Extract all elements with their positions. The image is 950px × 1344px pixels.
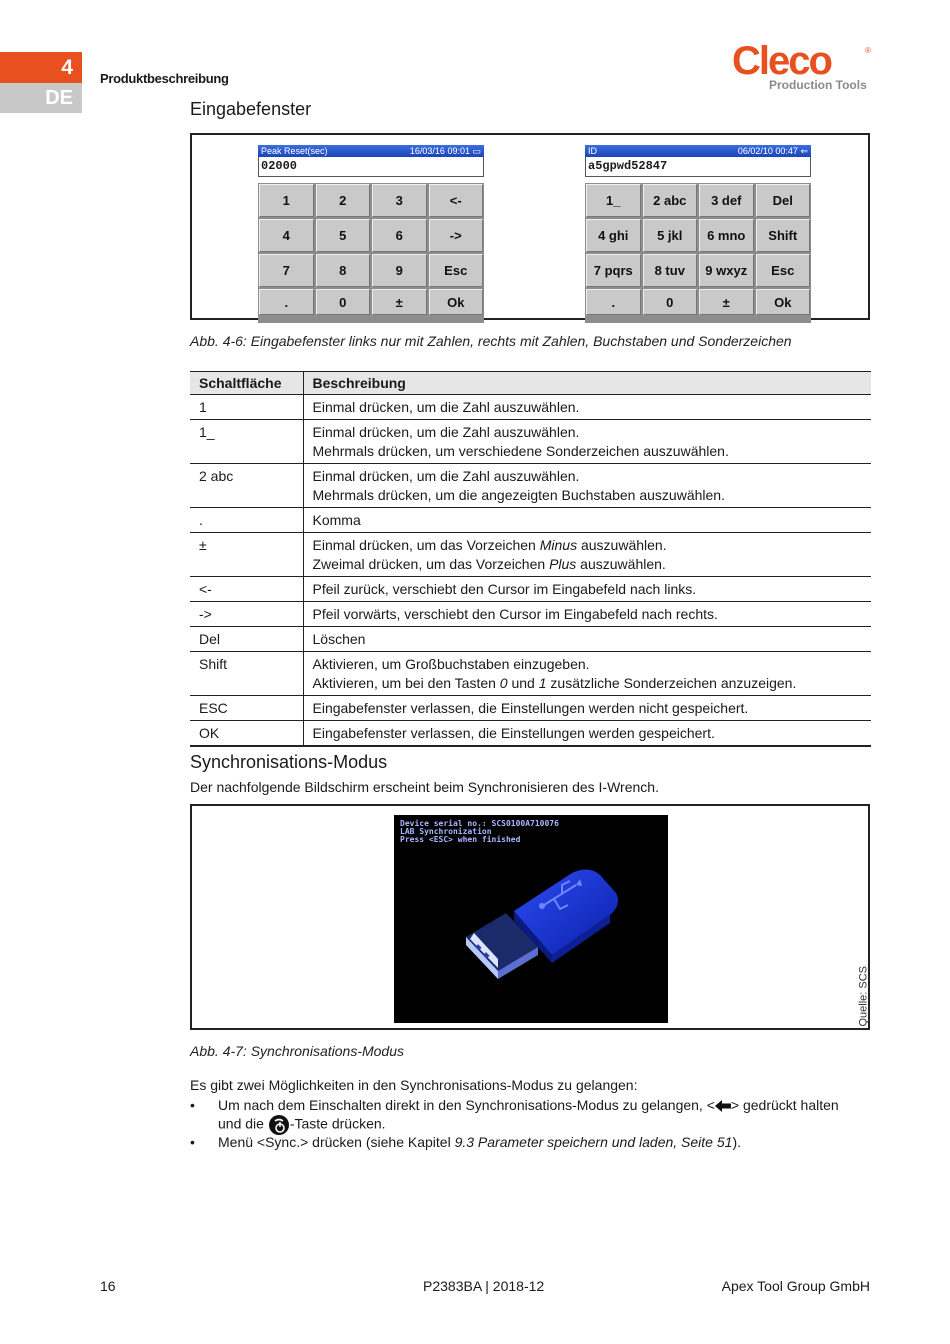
key-button[interactable]: 2 abc xyxy=(643,184,698,217)
description-cell: Einmal drücken, um die Zahl auszuwählen. xyxy=(303,395,871,420)
list-item xyxy=(190,1096,870,1136)
page-number: 16 xyxy=(100,1278,116,1294)
button-name-cell: Shift xyxy=(190,652,303,696)
table-row xyxy=(190,533,871,577)
keyboard-titlebar xyxy=(585,145,811,157)
table-row xyxy=(190,602,871,627)
description-cell: Einmal drücken, um die Zahl auszuwählen. Mehrmals drücken, um die angezeigten Buchstaben auszuwählen. xyxy=(303,464,871,508)
table-header: Beschreibung xyxy=(303,372,871,395)
table-row xyxy=(190,652,871,696)
usb-stick-icon xyxy=(394,815,668,1023)
list-text: > gedrückt halten xyxy=(730,1097,839,1113)
key-button[interactable]: 9 wxyz xyxy=(699,254,754,287)
button-name-cell: 1 xyxy=(190,395,303,420)
logo-wordmark: Cleco xyxy=(732,39,831,83)
key-button[interactable]: 6 mno xyxy=(699,219,754,252)
chapter-number: 4 xyxy=(0,52,82,83)
key-button[interactable]: 3 xyxy=(372,184,427,217)
button-name-cell: <- xyxy=(190,577,303,602)
keyboard-datetime: 06/02/10 00:47 ⇐ xyxy=(737,146,808,156)
key-button[interactable]: . xyxy=(586,289,641,315)
battery-icon: ▭ xyxy=(472,146,481,156)
key-button[interactable]: . xyxy=(259,289,314,315)
description-cell: Eingabefenster verlassen, die Einstellungen werden gespeichert. xyxy=(303,721,871,747)
key-button[interactable]: 8 tuv xyxy=(643,254,698,287)
table-row xyxy=(190,464,871,508)
key-button[interactable]: -> xyxy=(429,219,484,252)
paragraph: Es gibt zwei Möglichkeiten in den Synchronisations-Modus zu gelangen: xyxy=(190,1077,638,1093)
sync-screen-text: Device serial no.: SCS0100A710076 LAB Synchronization Press <ESC> when finished xyxy=(400,819,559,844)
button-name-cell: OK xyxy=(190,721,303,747)
language-tag: DE xyxy=(0,83,82,113)
description-cell: Pfeil zurück, verschiebt den Cursor im Eingabefeld nach links. xyxy=(303,577,871,602)
description-cell: Einmal drücken, um das Vorzeichen Minus auszuwählen. Zweimal drücken, um das Vorzeichen Plus auszuwählen. xyxy=(303,533,871,577)
image-source: Quelle: SCS xyxy=(858,966,870,1027)
figure-caption: Abb. 4-6: Eingabefenster links nur mit Zahlen, rechts mit Zahlen, Buchstaben und Sonderzeichen xyxy=(190,333,792,349)
list-text: und die xyxy=(218,1115,268,1132)
keyboard-title: Peak Reset(sec) xyxy=(261,146,328,156)
key-button[interactable]: <- xyxy=(429,184,484,217)
table-row xyxy=(190,696,871,721)
button-description-table xyxy=(190,371,871,747)
key-button[interactable]: 4 ghi xyxy=(586,219,641,252)
description-cell: Einmal drücken, um die Zahl auszuwählen. Mehrmals drücken, um verschiedene Sonderzeichen auszuwählen. xyxy=(303,420,871,464)
key-button[interactable]: 7 xyxy=(259,254,314,287)
key-button[interactable]: 5 xyxy=(316,219,371,252)
key-button[interactable]: Shift xyxy=(756,219,811,252)
list-text: Um nach dem Einschalten direkt in den Synchronisations-Modus zu gelangen, < xyxy=(218,1097,715,1113)
list-text: -Taste drücken. xyxy=(289,1115,386,1132)
button-name-cell: 2 abc xyxy=(190,464,303,508)
figure-sync-mode xyxy=(190,804,870,1030)
key-grid xyxy=(258,183,484,323)
button-name-cell: -> xyxy=(190,602,303,627)
heading-sync-mode: Synchronisations-Modus xyxy=(190,752,388,772)
button-name-cell: ESC xyxy=(190,696,303,721)
key-button[interactable]: Esc xyxy=(429,254,484,287)
section-label: Produktbeschreibung xyxy=(100,71,229,86)
description-cell: Komma xyxy=(303,508,871,533)
key-button[interactable]: 1_ xyxy=(586,184,641,217)
sync-intro-text: Der nachfolgende Bildschirm erscheint beim Synchronisieren des I-Wrench. xyxy=(190,779,659,795)
table-row xyxy=(190,627,871,652)
keyboard-datetime: 16/03/16 09:01 ▭ xyxy=(409,146,481,156)
key-button[interactable]: 8 xyxy=(316,254,371,287)
key-button[interactable]: Ok xyxy=(756,289,811,315)
heading-input-window: Eingabefenster xyxy=(190,99,312,119)
description-cell: Eingabefenster verlassen, die Einstellungen werden nicht gespeichert. xyxy=(303,696,871,721)
key-button[interactable]: 3 def xyxy=(699,184,754,217)
key-button[interactable]: 1 xyxy=(259,184,314,217)
table-row xyxy=(190,577,871,602)
keyboard-titlebar xyxy=(258,145,484,157)
cleco-logo xyxy=(732,39,872,92)
key-button[interactable]: 9 xyxy=(372,254,427,287)
list-text: ). xyxy=(732,1134,741,1150)
key-button[interactable]: 0 xyxy=(316,289,371,315)
figure-caption: Abb. 4-7: Synchronisations-Modus xyxy=(190,1043,404,1059)
numeric-keyboard xyxy=(258,145,484,313)
key-button[interactable]: ± xyxy=(699,289,754,315)
table-row xyxy=(190,395,871,420)
figure-input-windows xyxy=(190,133,870,320)
document-id: P2383BA | 2018-12 xyxy=(423,1278,545,1294)
list-item xyxy=(190,1133,870,1151)
description-cell: Pfeil vorwärts, verschiebt den Cursor im Eingabefeld nach rechts. xyxy=(303,602,871,627)
logo-subtitle: Production Tools xyxy=(769,78,867,92)
description-cell: Aktivieren, um Großbuchstaben einzugeben. Aktivieren, um bei den Tasten 0 und 1 zusätzliche Sonderzeichen anzuzeigen. xyxy=(303,652,871,696)
keyboard-title: ID xyxy=(588,146,597,156)
keyboard-input-field[interactable]: a5gpwd52847 xyxy=(585,157,811,177)
bullet-icon: • xyxy=(190,1097,195,1113)
list-text: Menü <Sync.> drücken (siehe Kapitel xyxy=(218,1134,455,1150)
table-row xyxy=(190,721,871,747)
chapter-reference-link[interactable]: 9.3 Parameter speichern und laden, Seite 51 xyxy=(454,1134,733,1150)
bullet-icon: • xyxy=(190,1134,195,1150)
key-grid xyxy=(585,183,811,323)
company-name: Apex Tool Group GmbH xyxy=(721,1278,870,1294)
button-name-cell: . xyxy=(190,508,303,533)
key-button[interactable]: 0 xyxy=(643,289,698,315)
button-name-cell: 1_ xyxy=(190,420,303,464)
table-row xyxy=(190,420,871,464)
key-button[interactable]: ± xyxy=(372,289,427,315)
key-button[interactable]: Esc xyxy=(756,254,811,287)
key-button[interactable]: 4 xyxy=(259,219,314,252)
key-button[interactable]: 6 xyxy=(372,219,427,252)
key-button[interactable]: Del xyxy=(756,184,811,217)
table-row xyxy=(190,508,871,533)
button-name-cell: Del xyxy=(190,627,303,652)
table-header: Schaltfläche xyxy=(190,372,303,395)
usb-icon: ⇐ xyxy=(800,146,808,156)
key-button[interactable]: 7 pqrs xyxy=(586,254,641,287)
key-button[interactable]: 5 jkl xyxy=(643,219,698,252)
keyboard-input-field[interactable]: 02000 xyxy=(258,157,484,177)
key-button[interactable]: Ok xyxy=(429,289,484,315)
back-arrow-icon xyxy=(715,1100,731,1112)
button-name-cell: ± xyxy=(190,533,303,577)
sync-screen xyxy=(394,815,668,1023)
registered-icon: ® xyxy=(865,46,871,55)
key-button[interactable]: 2 xyxy=(316,184,371,217)
alphanumeric-keyboard xyxy=(585,145,811,313)
description-cell: Löschen xyxy=(303,627,871,652)
